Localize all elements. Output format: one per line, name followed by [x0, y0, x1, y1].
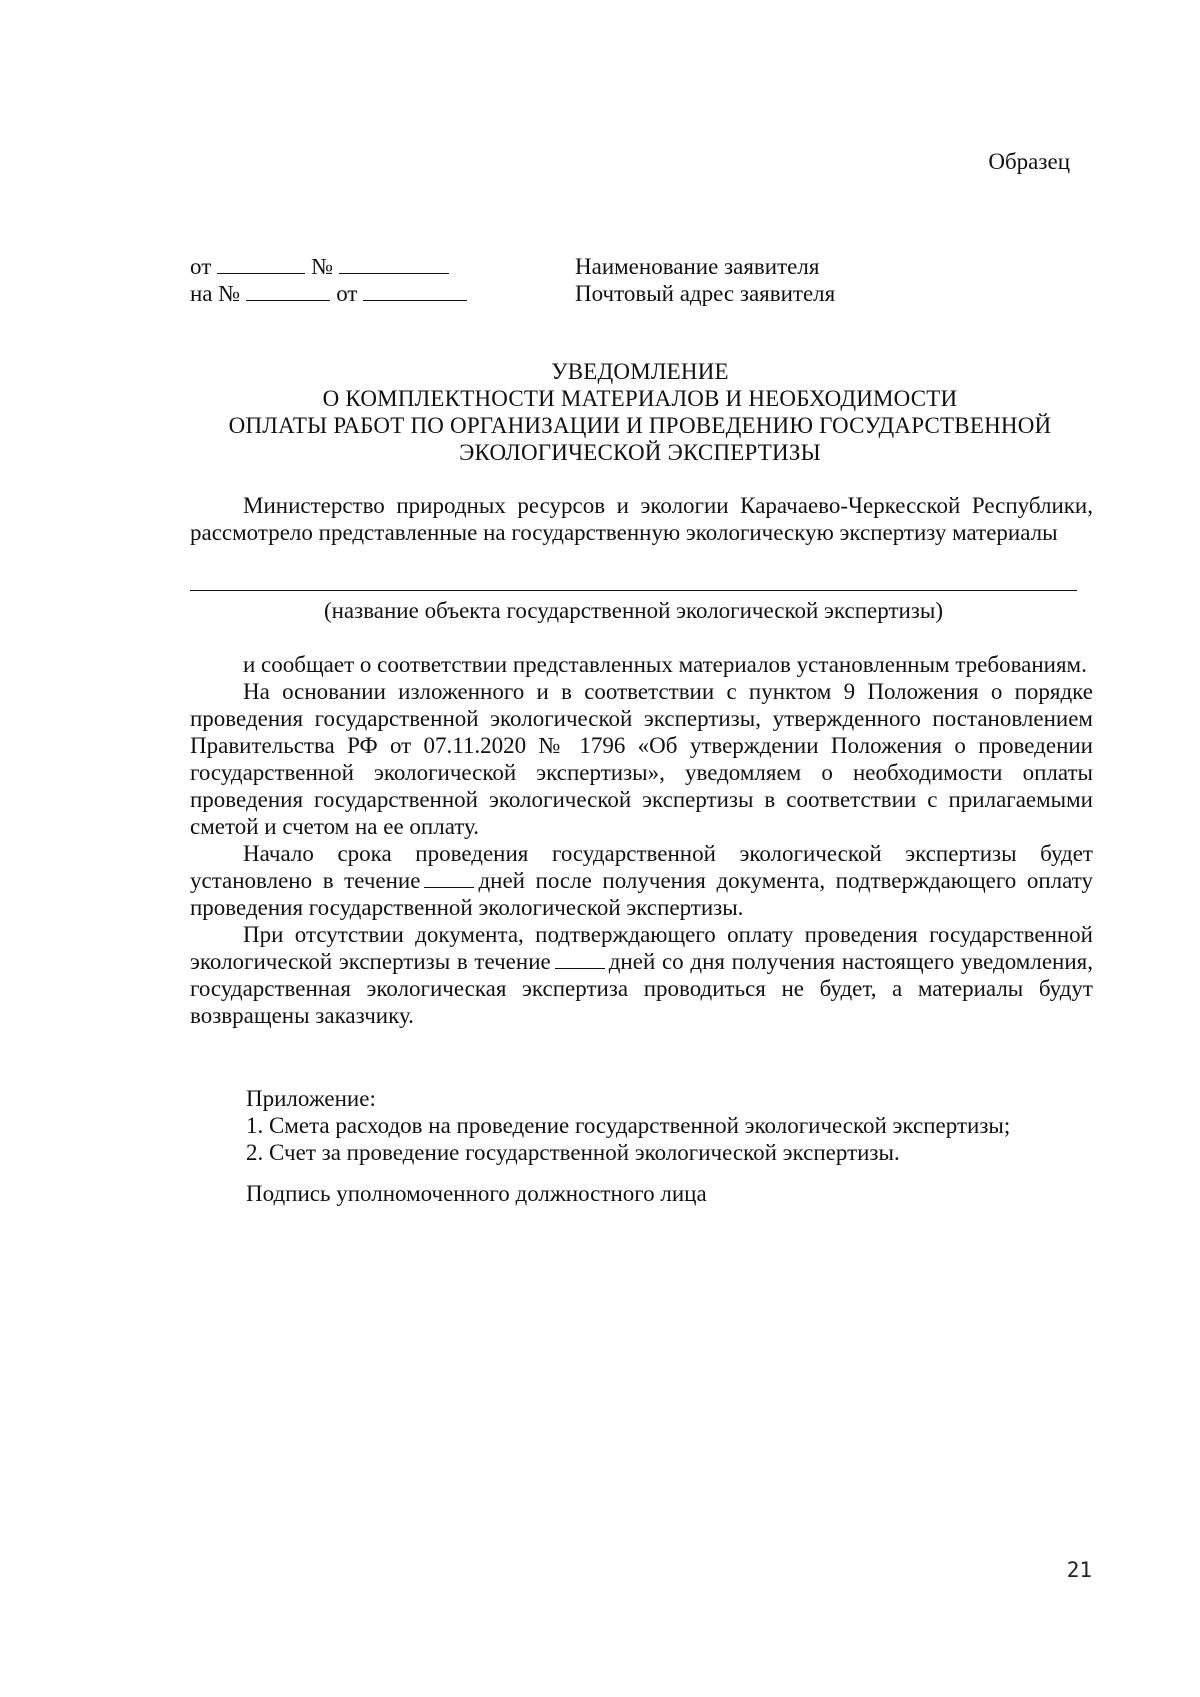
paragraph-non-payment: [190, 921, 1093, 1029]
start-term-text-after: дней после получения документа, подтверждающего оплату проведения государственной экологической экспертизы.: [190, 868, 1093, 920]
paragraph-compliance: и сообщает о соответствии представленных материалов установленным требованиям.: [243, 652, 1087, 677]
incoming-reference-row: [190, 280, 473, 307]
outgoing-date-number-row: [190, 253, 473, 280]
main-body: [190, 651, 1093, 1029]
attachment-block: [246, 1085, 1010, 1166]
paragraph-start-term: [190, 840, 1093, 921]
attachment-item: 2. Счет за проведение государственной экологической экспертизы.: [246, 1140, 900, 1165]
applicant-address: Почтовый адрес заявителя: [575, 281, 836, 306]
incoming-from-label: от: [336, 281, 358, 306]
paragraph-payment-basis: На основании изложенного и в соответствии с пунктом 9 Положения о порядке проведения государственной экологической экспертизы, утвержденного постановлением Правительства РФ от 07.11.2020 № 1796 «Об утверждении Положения о проведении государственной экологической экспертизы», уведомляем о необходимости оплаты проведения государственной экологической экспертизы в соответствии с прилагаемыми сметой и счетом на ее оплату.: [190, 679, 1093, 839]
incoming-number-field[interactable]: [246, 280, 330, 301]
from-label: от: [190, 254, 212, 279]
title-line: ОПЛАТЫ РАБОТ ПО ОРГАНИЗАЦИИ И ПРОВЕДЕНИЮ ГОСУДАРСТВЕННОЙ: [228, 413, 1052, 438]
signature-label: Подпись уполномоченного должностного лица: [246, 1181, 707, 1206]
incoming-date-field[interactable]: [363, 280, 467, 301]
applicant-block: [575, 253, 835, 307]
title-line: ЭКОЛОГИЧЕСКОЙ ЭКСПЕРТИЗЫ: [459, 440, 821, 465]
number-label: №: [311, 254, 334, 279]
start-days-field[interactable]: [424, 869, 474, 888]
applicant-name: Наименование заявителя: [575, 254, 820, 279]
payment-days-field[interactable]: [555, 950, 605, 969]
number-field[interactable]: [339, 253, 449, 274]
outgoing-reference-block: [190, 253, 473, 307]
attachment-item: 1. Смета расходов на проведение государственной экологической экспертизы;: [246, 1113, 1011, 1138]
document-title: [190, 358, 1090, 466]
intro-paragraph: Министерство природных ресурсов и экологии Карачаево-Черкесской Республики, рассмотрело представленные на государственную экологическую экспертизу материалы: [190, 493, 1093, 545]
title-line: УВЕДОМЛЕНИЕ: [551, 359, 729, 384]
non-payment-text-after: дней со дня получения настоящего уведомления, государственная экологическая экспертиза проводиться не будет, а материалы будут возвращены заказчику.: [190, 949, 1093, 1028]
sample-label: Образец: [988, 149, 1070, 174]
non-payment-text-before: При отсутствии документа, подтверждающего оплату проведения государственной экологической экспертизы в течение: [190, 922, 1093, 974]
start-term-text-before: Начало срока проведения государственной экологической экспертизы будет установлено в течение: [190, 841, 1093, 893]
date-field[interactable]: [217, 253, 305, 274]
page-number: 21: [1066, 1558, 1092, 1582]
intro-block: [190, 492, 1093, 546]
object-name-field[interactable]: [190, 590, 1077, 591]
on-number-label: на №: [190, 281, 241, 306]
attachment-heading: Приложение:: [246, 1086, 376, 1111]
title-line: О КОМПЛЕКТНОСТИ МАТЕРИАЛОВ И НЕОБХОДИМОСТИ: [322, 386, 958, 411]
object-caption: (название объекта государственной экологической экспертизы): [323, 598, 944, 623]
